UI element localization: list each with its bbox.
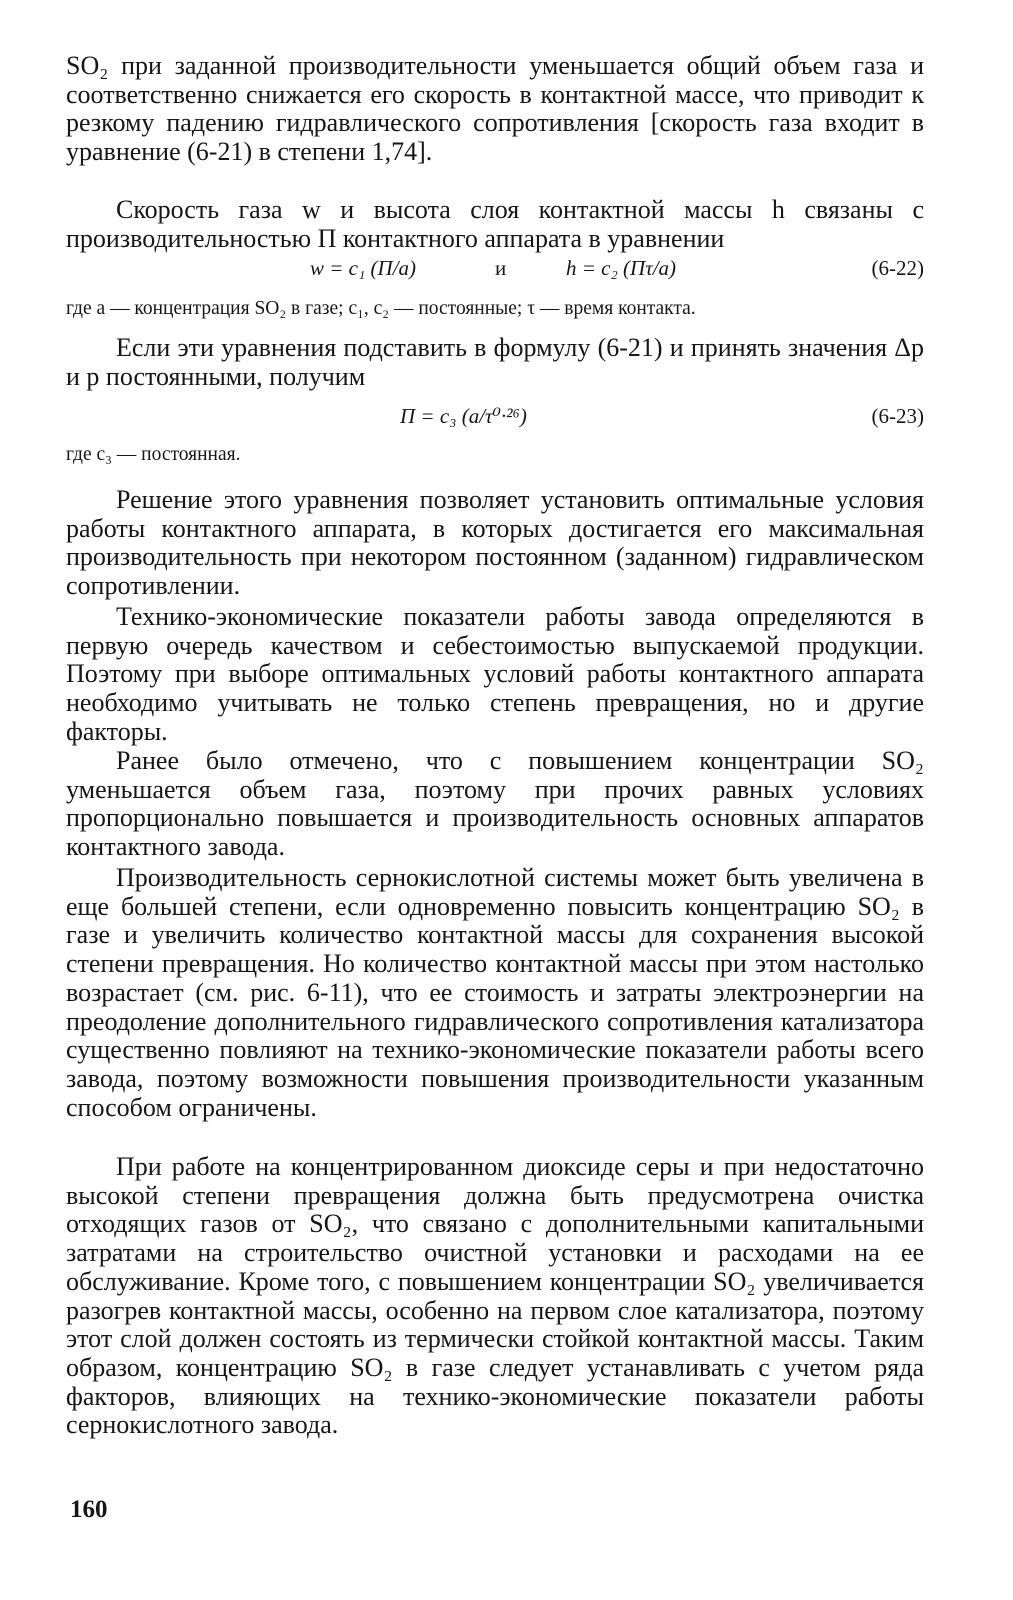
equation-6-22	[66, 256, 924, 286]
paragraph-substitution	[66, 334, 924, 391]
paragraph-cleaning	[66, 1153, 924, 1440]
equation-connector: и	[495, 256, 507, 280]
paragraph: SO₂ при заданной производительности уменьшается общий объем газа и соответственно снижается его скорость в контактной массе, что приводит к резкому падению гидравлического сопротивления [скорость газа входит в уравнение (6-21) в степени 1,74].	[66, 51, 924, 167]
paragraph-capacity	[66, 864, 924, 1122]
paragraph: Технико-экономические показатели работы завода определяются в первую очередь качеством и себестоимостью выпускаемой продукции. Поэтому при выборе оптимальных условий работы контактного аппарата необходимо учитывать не только степень превращения, но и другие факторы.	[66, 602, 924, 746]
paragraph-concentration	[66, 747, 924, 862]
equation-note-6-23	[66, 442, 924, 468]
equation-left: w = c₁ (П/a)	[310, 256, 417, 280]
paragraph: Скорость газа w и высота слоя контактной массы h связаны с производительностью П контактного аппарата в уравнении	[66, 195, 924, 253]
paragraph-velocity	[66, 196, 924, 253]
page-number: 160	[70, 1496, 108, 1523]
equation-note-6-22	[66, 296, 924, 322]
paragraph: Решение этого уравнения позволяет установить оптимальные условия работы контактного аппарата, в которых достигается его максимальная производительность при некотором постоянном (заданном) гидравлическом сопротивлении.	[66, 485, 924, 601]
paragraph-economics	[66, 603, 924, 747]
equation-note: где a — концентрация SO₂ в газе; c₁, c₂ — постоянные; τ — время контакта.	[66, 298, 696, 319]
equation-6-23	[66, 404, 924, 434]
paragraph-solution	[66, 486, 924, 601]
paragraph: Если эти уравнения подставить в формулу (6-21) и принять значения Δp и p постоянными, получим	[66, 333, 924, 391]
equation-note: где c₃ — постоянная.	[66, 444, 241, 465]
paragraph: Ранее было отмечено, что с повышением концентрации SO₂ уменьшается объем газа, поэтому при прочих равных условиях пропорционально повышается и производительность основных аппаратов контактного завода.	[66, 746, 924, 862]
paragraph-continuation	[66, 52, 924, 167]
equation-number: (6-23)	[871, 404, 924, 428]
equation-right: h = c₂ (Пτ/a)	[566, 256, 677, 280]
equation-body: П = c₃ (a/τ⁰·²⁶)	[400, 404, 527, 428]
paragraph: При работе на концентрированном диоксиде серы и при недостаточно высокой степени превращения должна быть предусмотрена очистка отходящих газов от SO₂, что связано с дополнительными капитальными затратами на строительство очистной установки и расходами на ее обслуживание. Кроме того, с повышением концентрации SO₂ увеличивается разогрев контактной массы, особенно на первом слое катализатора, поэтому этот слой должен состоять из термически стойкой контактной массы. Таким образом, концентрацию SO₂ в газе следует устанавливать с учетом ряда факторов, влияющих на технико-экономические показатели работы сернокислотного завода.	[66, 1152, 924, 1440]
equation-number: (6-22)	[871, 256, 924, 280]
paragraph: Производительность сернокислотной системы может быть увеличена в еще большей степени, если одновременно повысить концентрацию SO₂ в газе и увеличить количество контактной массы для сохранения высокой степени превращения. Но количество контактной массы при этом настолько возрастает (см. рис. 6-11), что ее стоимость и затраты электроэнергии на преодоление дополнительного гидравлического сопротивления катализатора существенно повлияют на технико-экономические показатели работы всего завода, поэтому возможности повышения производительности указанным способом ограничены.	[66, 863, 924, 1122]
